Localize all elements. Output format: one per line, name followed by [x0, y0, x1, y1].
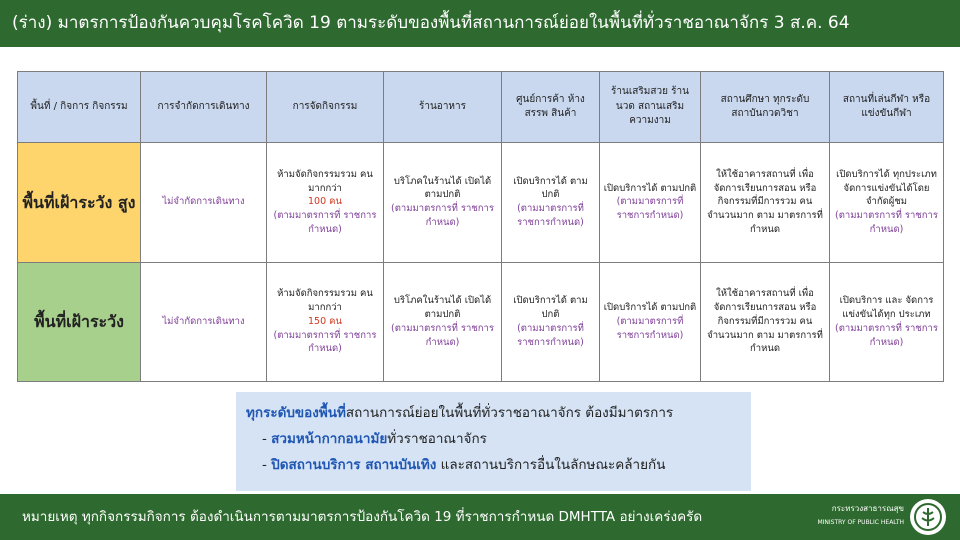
- activity-note: (ตามมาตรการที่ ราชการกำหนด): [273, 210, 377, 235]
- travel-text: ไม่จำกัดการเดินทาง: [162, 196, 245, 208]
- school-text: ให้ใช้อาคารสถานที่ เพื่อ จัดการเรียนการสอน หรือกิจกรรมที่มีการรวม คนจำนวนมาก ตาม มาตรการที่กำหนด: [707, 288, 823, 355]
- beauty-cell: [600, 262, 701, 382]
- activity-note: (ตามมาตรการที่ ราชการกำหนด): [273, 329, 377, 355]
- col-header-restaurant: ร้านอาหาร: [384, 72, 502, 143]
- ministry-name-th: กระทรวงสาธารณสุข: [831, 504, 904, 513]
- beauty-note: (ตามมาตรการที่ ราชการกำหนด): [616, 196, 684, 222]
- activity-text: ห้ามจัดกิจกรรมรวม คนมากกว่า: [277, 288, 373, 314]
- travel-cell: [141, 262, 267, 382]
- sport-note: (ตามมาตรการที่ ราชการกำหนด): [835, 210, 938, 235]
- restaurant-cell: [384, 143, 502, 263]
- restaurant-note: (ตามมาตรการที่ ราชการกำหนด): [391, 322, 494, 348]
- table-row-alert: [18, 262, 944, 382]
- restaurant-text: บริโภคในร้านได้ เปิดได้ตามปกติ: [393, 175, 492, 201]
- travel-cell: [141, 143, 267, 263]
- col-header-activity: การจัดกิจกรรม: [267, 72, 384, 143]
- table-row-high-alert: [18, 143, 944, 263]
- measure-close-highlight: ปิดสถานบริการ สถานบันเทิง: [271, 457, 437, 473]
- mall-note: (ตามมาตรการที่ ราชการกำหนด): [517, 322, 584, 348]
- mall-text: เปิดบริการได้ ตามปกติ: [513, 175, 588, 201]
- school-cell: [701, 143, 830, 263]
- mall-cell: [502, 143, 600, 263]
- bullet-dash: -: [262, 457, 267, 473]
- sport-note: (ตามมาตรการที่ ราชการกำหนด): [835, 322, 938, 348]
- measure-mask: [246, 426, 741, 452]
- activity-text: ห้ามจัดกิจกรรมรวม คนมากกว่า: [277, 168, 373, 194]
- beauty-cell: [600, 143, 701, 263]
- area-label-high-alert: พื้นที่เฝ้าระวัง สูง: [18, 143, 141, 263]
- measures-table: [17, 71, 944, 382]
- page-title: (ร่าง) มาตรการป้องกันควบคุมโรคโควิด 19 ตามระดับของพื้นที่สถานการณ์ย่อยในพื้นที่ทั่วราชอาณาจักร 3 ส.ค. 64: [0, 0, 960, 47]
- footer-note: [0, 494, 960, 540]
- col-header-school: สถานศึกษา ทุกระดับ สถาบันกวดวิชา: [701, 72, 830, 143]
- nationwide-measures-box: [236, 392, 751, 491]
- travel-text: ไม่จำกัดการเดินทาง: [162, 315, 245, 327]
- bullet-dash: -: [262, 431, 267, 447]
- mall-note: (ตามมาตรการที่ ราชการกำหนด): [517, 203, 584, 229]
- activity-cell: [267, 262, 384, 382]
- measure-close-text: และสถานบริการอื่นในลักษณะคล้ายกัน: [436, 457, 666, 473]
- measures-intro-highlight: ทุกระดับของพื้นที่: [246, 405, 346, 421]
- school-cell: [701, 262, 830, 382]
- mall-text: เปิดบริการได้ ตามปกติ: [513, 295, 588, 320]
- footer-text: หมายเหตุ ทุกกิจกรรมกิจการ ต้องดำเนินการตามมาตรการป้องกันโควิด 19 ที่ราชการกำหนด DMHTTA อย่างเคร่งครัด: [22, 509, 703, 525]
- measure-close-venues: [246, 452, 741, 478]
- table-header-row: [18, 72, 944, 143]
- measure-mask-text: ทั่วราชอาณาจักร: [387, 431, 487, 447]
- restaurant-cell: [384, 262, 502, 382]
- sport-text: เปิดบริการ และ จัดการแข่งขันได้ทุก ประเภท: [839, 295, 934, 320]
- ministry-name-en: MINISTRY OF PUBLIC HEALTH: [817, 519, 904, 526]
- col-header-sport: สถานที่เล่นกีฬา หรือแข่งขันกีฬา: [830, 72, 944, 143]
- measures-intro-text: สถานการณ์ย่อยในพื้นที่ทั่วราชอาณาจักร ต้องมีมาตรการ: [345, 405, 674, 421]
- col-header-mall: ศูนย์การค้า ห้างสรรพ สินค้า: [502, 72, 600, 143]
- area-label-alert: พื้นที่เฝ้าระวัง: [18, 262, 141, 382]
- school-text: ให้ใช้อาคารสถานที่ เพื่อ จัดการเรียนการสอน หรือกิจกรรมที่มีการรวม คนจำนวนมาก ตาม มาตรการที่กำหนด: [707, 168, 823, 235]
- col-header-beauty: ร้านเสริมสวย ร้าน นวด สถานเสริม ความงาม: [600, 72, 701, 143]
- mall-cell: [502, 262, 600, 382]
- col-header-area: พื้นที่ / กิจการ กิจกรรม: [18, 72, 141, 143]
- measures-intro: [246, 400, 741, 426]
- restaurant-text: บริโภคในร้านได้ เปิดได้ตามปกติ: [393, 295, 492, 320]
- beauty-text: เปิดบริการได้ ตามปกติ: [603, 302, 697, 314]
- restaurant-note: (ตามมาตรการที่ ราชการกำหนด): [391, 203, 494, 229]
- activity-count: 100 คน: [307, 196, 342, 208]
- beauty-note: (ตามมาตรการที่ ราชการกำหนด): [616, 315, 684, 341]
- sport-cell: [830, 143, 944, 263]
- ministry-logo-icon: [910, 499, 946, 535]
- activity-cell: [267, 143, 384, 263]
- col-header-travel: การจำกัดการเดินทาง: [141, 72, 267, 143]
- sport-text: เปิดบริการได้ ทุกประเภท จัดการแข่งขันได้โดย จำกัดผู้ชม: [836, 168, 937, 208]
- measure-mask-highlight: สวมหน้ากากอนามัย: [271, 431, 388, 447]
- beauty-text: เปิดบริการได้ ตามปกติ: [603, 182, 697, 194]
- activity-count: 150 คน: [307, 315, 342, 327]
- sport-cell: [830, 262, 944, 382]
